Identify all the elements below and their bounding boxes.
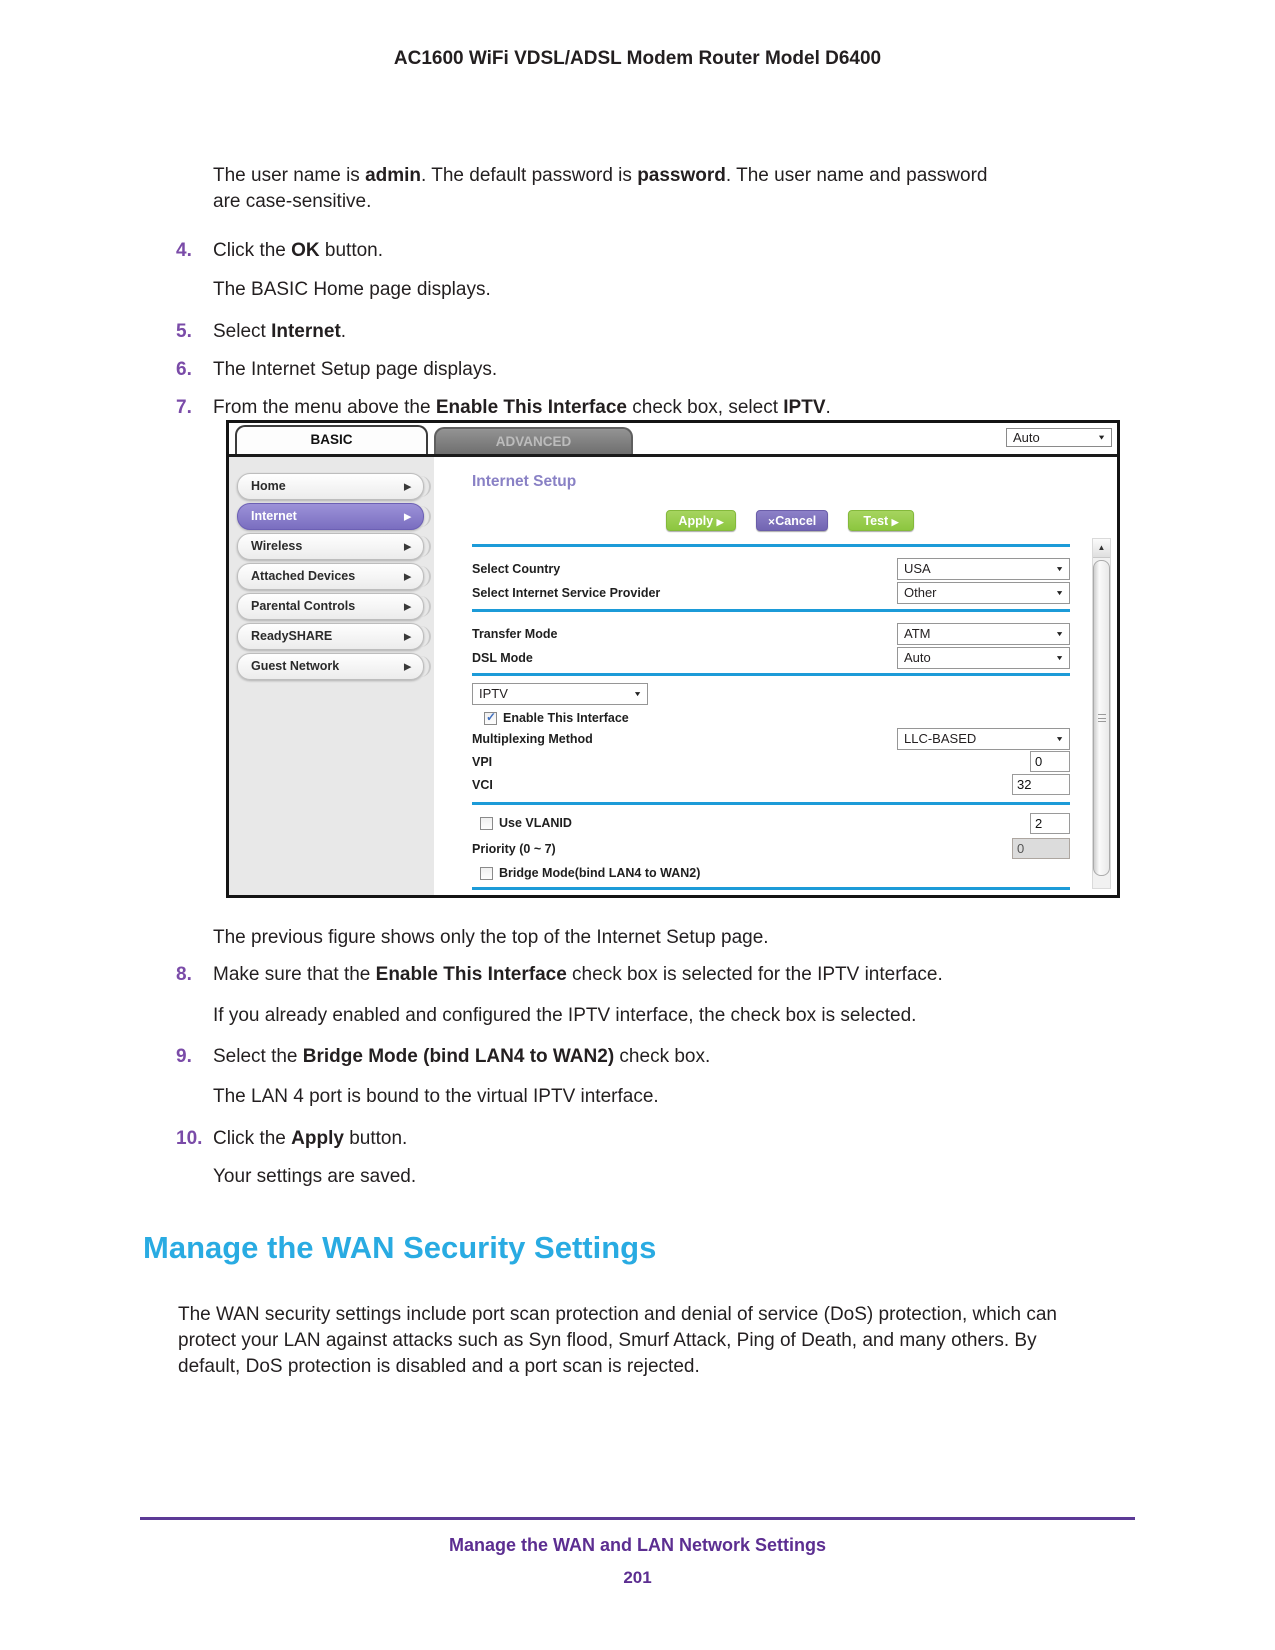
tab-advanced[interactable] — [434, 427, 633, 454]
section-body: The WAN security settings include port scan protection and denial of service (DoS) protection, which can protect your LAN against attacks such as Syn flood, Smurf Attack, Ping of Death, and many others. By default, DoS protection is disabled and a port scan is rejected. — [178, 1304, 1057, 1377]
internet-setup-panel — [434, 457, 1117, 895]
step-5 — [176, 319, 1136, 345]
text-run: . The user name and password are case-sensitive. — [213, 165, 988, 212]
chevron-right-icon: ▶ — [404, 661, 411, 671]
step-text — [213, 1128, 407, 1149]
text-run: The user name is — [213, 165, 366, 186]
text-run: admin — [365, 165, 422, 186]
section-divider — [472, 609, 1070, 612]
check-icon: ✓ — [486, 709, 497, 724]
text-run: . The default password is — [421, 165, 638, 186]
intro-paragraph — [213, 163, 1018, 215]
chevron-down-icon: ▼ — [1055, 564, 1064, 573]
step-6 — [176, 357, 1136, 383]
footer-chapter-title: Manage the WAN and LAN Network Settings — [448, 1535, 827, 1555]
use-vlanid-label: Use VLANID — [499, 816, 572, 830]
text-run: check box is selected for the IPTV interface. — [566, 964, 943, 985]
router-ui-body — [229, 457, 1117, 895]
scroll-up-icon[interactable]: ▲ — [1093, 539, 1110, 558]
step-9 — [176, 1044, 1136, 1070]
sidebar-item-guest-network[interactable]: Guest Network ▶ — [237, 653, 424, 680]
text-run: Click the — [213, 1128, 292, 1149]
step-4-result: The BASIC Home page displays. — [213, 279, 491, 300]
vci-label: VCI — [472, 778, 493, 792]
chevron-right-icon: ▶ — [404, 601, 411, 611]
bridge-mode-label: Bridge Mode(bind LAN4 to WAN2) — [499, 866, 701, 880]
bridge-mode-row — [480, 865, 700, 881]
sidebar — [229, 457, 434, 895]
step-number: 8. — [176, 964, 192, 985]
section-divider — [472, 802, 1070, 805]
text-run: IPTV — [783, 397, 826, 418]
enable-interface-label: Enable This Interface — [503, 711, 629, 725]
panel-title: Internet Setup — [472, 473, 577, 490]
step-number: 10. — [176, 1128, 203, 1149]
router-ui-screenshot — [226, 420, 1120, 898]
text-run: OK — [291, 240, 320, 261]
step-text — [213, 1046, 710, 1067]
row-vlanid-value — [472, 813, 1070, 835]
auto-mode-value: Auto — [1013, 430, 1040, 445]
row-isp — [472, 582, 1070, 604]
text-run: button. — [343, 1128, 408, 1149]
page-number: 201 — [623, 1568, 652, 1587]
section-heading: Manage the WAN Security Settings — [143, 1230, 657, 1265]
priority-input — [1012, 838, 1070, 859]
row-vpi — [472, 751, 1070, 773]
chevron-right-icon: ▶ — [404, 571, 411, 581]
text-run: The Internet Setup page displays. — [213, 359, 498, 380]
auto-mode-select[interactable] — [1006, 428, 1112, 447]
text-run: Bridge Mode (bind LAN4 to WAN2) — [302, 1046, 615, 1067]
chevron-down-icon: ▼ — [633, 689, 642, 698]
text-run: check box. — [614, 1046, 711, 1067]
footer-divider — [140, 1517, 1135, 1520]
step-10 — [176, 1126, 1136, 1152]
figure-note: The previous figure shows only the top of the Internet Setup page. — [213, 927, 769, 948]
step-text — [213, 359, 497, 380]
step-text — [213, 321, 346, 342]
step-text — [213, 240, 383, 261]
chevron-right-icon: ▶ — [404, 511, 411, 521]
play-icon: ▶ — [891, 517, 899, 527]
text-run: Click the — [213, 240, 292, 261]
step-4 — [176, 238, 1136, 264]
row-dsl-mode — [472, 647, 1070, 669]
x-icon: ✕ — [767, 517, 776, 527]
text-run: . — [825, 397, 831, 418]
country-label: Select Country — [472, 562, 561, 576]
tab-bar — [229, 423, 1117, 457]
row-transfer-mode — [472, 623, 1070, 645]
doc-header: AC1600 WiFi VDSL/ADSL Modem Router Model D6400 — [393, 48, 882, 69]
dsl-mode-label: DSL Mode — [472, 651, 533, 665]
test-button[interactable]: Test ▶ — [848, 510, 914, 531]
row-priority — [472, 838, 1070, 860]
enable-interface-checkbox[interactable] — [484, 709, 497, 725]
vci-input[interactable] — [1012, 774, 1070, 795]
step-8 — [176, 962, 1136, 988]
step-7 — [176, 395, 1136, 421]
multiplexing-select[interactable]: LLC-BASED ▼ — [897, 728, 1070, 750]
transfer-mode-label: Transfer Mode — [472, 627, 558, 641]
transfer-mode-select[interactable]: ATM ▼ — [897, 623, 1070, 645]
interface-select[interactable]: IPTV ▼ — [472, 683, 648, 705]
vpi-input[interactable] — [1030, 751, 1070, 772]
play-icon: ▶ — [716, 517, 724, 527]
scrollbar[interactable] — [1092, 538, 1111, 889]
step-text — [213, 964, 943, 985]
step-8-result: If you already enabled and configured the IPTV interface, the check box is selected. — [213, 1005, 917, 1026]
sidebar-item-readyshare[interactable]: ReadySHARE ▶ — [237, 623, 424, 650]
isp-label: Select Internet Service Provider — [472, 586, 661, 600]
tab-advanced-label: ADVANCED — [495, 434, 572, 449]
sidebar-item-wireless[interactable]: Wireless ▶ — [237, 533, 424, 560]
step-text — [213, 397, 831, 418]
step-number: 4. — [176, 240, 192, 261]
apply-button[interactable]: Apply ▶ — [666, 510, 736, 531]
tab-basic[interactable] — [235, 425, 428, 454]
vpi-label: VPI — [472, 755, 493, 769]
sidebar-item-home[interactable]: Home ▶ — [237, 473, 424, 500]
row-multiplexing — [472, 728, 1070, 750]
action-buttons — [666, 510, 914, 531]
section-divider — [472, 544, 1070, 547]
step-10-result: Your settings are saved. — [213, 1166, 417, 1187]
text-run: Select — [213, 321, 272, 342]
text-run: Enable This Interface — [435, 397, 627, 418]
text-run: Enable This Interface — [375, 964, 567, 985]
step-number: 7. — [176, 397, 192, 418]
country-select[interactable]: USA ▼ — [897, 558, 1070, 580]
section-divider — [472, 887, 1070, 890]
sidebar-item-parental-controls[interactable]: Parental Controls ▶ — [237, 593, 424, 620]
chevron-right-icon: ▶ — [404, 481, 411, 491]
cancel-button[interactable]: ✕Cancel — [756, 510, 828, 531]
row-select-country — [472, 558, 1070, 580]
text-run: button. — [319, 240, 384, 261]
text-run: check box, select — [626, 397, 784, 418]
chevron-down-icon: ▼ — [1055, 629, 1064, 638]
dsl-mode-select[interactable]: Auto ▼ — [897, 647, 1070, 669]
text-run: Make sure that the — [213, 964, 376, 985]
sidebar-item-attached-devices[interactable]: Attached Devices ▶ — [237, 563, 424, 590]
step-9-result: The LAN 4 port is bound to the virtual IPTV interface. — [213, 1086, 659, 1107]
step-number: 5. — [176, 321, 192, 342]
isp-select[interactable]: Other ▼ — [897, 582, 1070, 604]
tab-basic-label: BASIC — [310, 432, 353, 447]
text-run: . — [340, 321, 347, 342]
chevron-down-icon: ▼ — [1055, 734, 1064, 743]
multiplexing-label: Multiplexing Method — [472, 732, 593, 746]
vlanid-input[interactable] — [1030, 813, 1070, 834]
step-number: 6. — [176, 359, 192, 380]
text-run: Apply — [291, 1128, 344, 1149]
text-run: password — [637, 165, 726, 186]
chevron-down-icon: ▼ — [1055, 588, 1064, 597]
chevron-down-icon: ▼ — [1055, 653, 1064, 662]
scrollbar-thumb[interactable] — [1093, 560, 1110, 876]
text-run: Internet — [271, 321, 341, 342]
step-number: 9. — [176, 1046, 192, 1067]
text-run: From the menu above the — [213, 397, 436, 418]
text-run: Select the — [213, 1046, 303, 1067]
bridge-mode-checkbox[interactable] — [480, 867, 493, 880]
section-divider — [472, 673, 1070, 676]
chevron-right-icon: ▶ — [404, 631, 411, 641]
row-vci — [472, 774, 1070, 796]
sidebar-item-internet[interactable]: Internet ▶ — [237, 503, 424, 530]
enable-interface-row — [484, 710, 629, 726]
chevron-right-icon: ▶ — [404, 541, 411, 551]
priority-label: Priority (0 ~ 7) — [472, 842, 556, 856]
scrollbar-grip-icon — [1098, 714, 1106, 722]
chevron-down-icon: ▼ — [1097, 433, 1106, 441]
